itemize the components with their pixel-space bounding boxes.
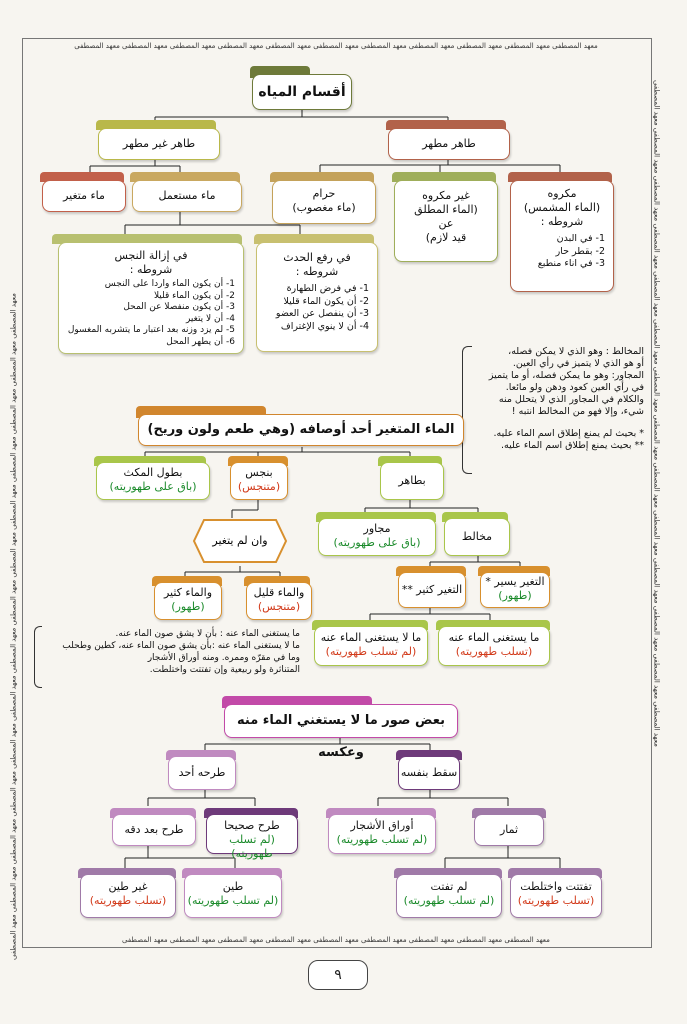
makruh-box	[510, 180, 614, 292]
raf3-box	[256, 242, 378, 352]
mujawir-box	[318, 518, 436, 556]
border-text-top: معهد المصطفى معهد المصطفى معهد المصطفى معهد المصطفى معهد المصطفى معهد المصطفى معهد المصطفى معهد المصطفى معهد المصطفى معهد المصطفى معهد المصطفى	[74, 42, 598, 50]
raf3-cond-3: 3- أن ينفصل عن العضو	[275, 308, 369, 319]
izala-title: في إزالة النجس	[114, 249, 188, 262]
mujawir-line2: (باق على طهوريته)	[333, 536, 421, 549]
makruh-title: مكروه	[547, 187, 577, 200]
yastaghni-line1: ما يستغنى الماء عنه	[448, 631, 540, 644]
tahir-mutahhir-label: طاهر مطهر	[422, 137, 476, 150]
notes1-line-6: شيء، وإلا فهو من المخالط انتبه !	[511, 406, 644, 417]
notes2-line-1: ما يستغنى الماء عنه : بأن لا يشق صون الماء عنه.	[115, 629, 300, 639]
taraha-box	[168, 756, 236, 790]
root-title: أقسام المياه	[258, 84, 346, 100]
kathir-box	[154, 582, 222, 620]
notes1-line-5: والكلام في المجاور الذي لا يتحلل منه	[498, 394, 644, 405]
section2-root-title: الماء المتغير أحد أوصافه (وهي طعم ولون وريح)	[147, 422, 455, 437]
kathir-line2: (طهور)	[171, 600, 205, 613]
section3-root-title: بعض صور ما لا يستغني الماء منه وعكسه	[237, 713, 445, 760]
taraha-label: طرحه أحد	[178, 766, 226, 779]
makruh-conditions	[511, 233, 613, 271]
notes1-block	[474, 346, 644, 452]
daqq-box	[112, 814, 196, 846]
border-text-right: معهد المصطفى معهد المصطفى معهد المصطفى معهد المصطفى معهد المصطفى معهد المصطفى معهد المصطفى معهد المصطفى معهد المصطفى معهد المصطفى معهد المصطفى معهد المصطفى معهد المصطفى معهد المصطفى	[652, 80, 661, 747]
ghair-tin-box	[80, 874, 176, 918]
qalil-box	[246, 582, 312, 620]
tafattatat-line2: (تسلب طهوريته)	[517, 894, 595, 907]
raf3-cond: شروطه :	[295, 265, 339, 278]
notes1-line-1: المخالط : وهو الذي لا يمكن فصله،	[508, 346, 644, 357]
page-number: ٩	[308, 960, 368, 990]
yasir-box	[480, 572, 550, 608]
notes1-line-3: المجاور: وهو ما يمكن فصله، أو ما يتميز	[488, 370, 644, 381]
ghair-makruh-box	[394, 180, 498, 262]
izala-box	[58, 242, 244, 354]
mukhalit-box	[444, 518, 510, 556]
yastaghni-box	[438, 626, 550, 666]
qalil-line1: والماء قليل	[253, 586, 305, 599]
najis-box	[230, 462, 288, 500]
musta3mal-label: ماء مستعمل	[158, 189, 216, 202]
mukhalit-label: مخالط	[461, 530, 493, 543]
border-text-left: معهد المصطفى معهد المصطفى معهد المصطفى معهد المصطفى معهد المصطفى معهد المصطفى معهد المصطفى معهد المصطفى معهد المصطفى معهد المصطفى معهد المصطفى معهد المصطفى معهد المصطفى معهد المصطفى	[9, 293, 18, 960]
izala-cond-1: 1- أن يكون الماء واردا على النجس	[104, 279, 235, 289]
raf3-cond-4: 4- أن لا ينوي الإغتراف	[280, 320, 369, 332]
awraq-line1: أوراق الأشجار	[350, 819, 414, 832]
sahih-line1: طرح صحيحا	[224, 819, 280, 832]
makruh-cond-2: 2- بقطر حار	[555, 245, 605, 257]
wa-in-label: وان لم يتغير	[212, 534, 268, 547]
ghair-tin-line2: (تسلب طهوريته)	[89, 894, 167, 907]
ghair-makruh-line1: غير مكروه	[422, 189, 470, 202]
water-categories-root	[252, 74, 352, 110]
daqq-label: طرح بعد دقه	[124, 823, 184, 836]
najis-line1: بنجس	[245, 466, 273, 479]
saqata-label: سقط بنفسه	[400, 766, 458, 779]
haram-line2: (ماء مغصوب)	[292, 201, 356, 214]
makruh-cond-3: 3- في اناء منطبع	[537, 258, 605, 269]
notes1-star-2: ** بحيث يمنع إطلاق اسم الماء عليه.	[501, 440, 644, 451]
makth-line1: بطول المكث	[123, 466, 183, 479]
saqata-box	[398, 756, 460, 790]
notes1-line-2: أو هو الذي لا يتميز في رأي العين.	[512, 358, 644, 369]
tahir2-box	[380, 462, 444, 500]
raf3-cond-2: 2- أن يكون الماء قليلا	[283, 295, 369, 307]
notes1-bracket	[462, 346, 472, 474]
lam-line1: لم تفتت	[430, 880, 468, 893]
notes2-bracket	[34, 626, 42, 688]
sahih-line2: (لم تسلب طهوريته)	[229, 833, 275, 860]
la-yastaghni-box	[314, 626, 428, 666]
mujawir-line1: مجاور	[363, 522, 391, 535]
najis-line2: (متنجس)	[237, 480, 281, 493]
yasir-line2: (طهور)	[498, 589, 532, 602]
izala-conditions	[59, 279, 243, 348]
tin-line2: (لم تسلب طهوريته)	[187, 894, 279, 907]
mutaghayyir-box	[42, 180, 126, 212]
kathir-line1: والماء كثير	[163, 586, 213, 599]
tahir-mutahhir-box	[388, 128, 510, 160]
izala-cond-2: 2- أن يكون الماء قليلا	[153, 290, 235, 301]
section2-root-box	[138, 414, 464, 446]
lam-line2: (لم تسلب طهوريته)	[403, 894, 495, 907]
yastaghni-line2: (تسلب طهوريته)	[455, 645, 533, 658]
la-yastaghni-line2: (لم تسلب طهوريته)	[325, 645, 417, 658]
ghair-makruh-line3: عن	[438, 217, 454, 230]
thimar-label: ثمار	[499, 823, 519, 836]
haram-line1: حرام	[312, 187, 336, 200]
musta3mal-box	[132, 180, 242, 212]
notes1-star-1: * بحيث لم يمنع إطلاق اسم الماء عليه.	[493, 428, 644, 439]
yasir-line1: التغير يسير *	[485, 575, 545, 588]
kathir2-box	[398, 572, 466, 608]
tin-box	[184, 874, 282, 918]
ghair-tin-line1: غير طين	[108, 880, 148, 893]
haram-box	[272, 180, 376, 224]
sahih-box	[206, 814, 298, 860]
makth-line2: (باق على طهوريته)	[109, 480, 197, 493]
izala-cond-6: 6- أن يطهر المحل	[166, 336, 235, 347]
raf3-title: في رفع الحدث	[283, 251, 351, 264]
ghair-makruh-line4: قيد لازم)	[425, 231, 467, 244]
la-yastaghni-line1: ما لا يستغنى الماء عنه	[320, 631, 422, 644]
makruh-cond: شروطه :	[540, 215, 584, 228]
tahir-ghair-label: طاهر غير مطهر	[122, 137, 196, 150]
notes1-line-4: في رأي العين كعود ودهن ولو مائعا.	[505, 382, 644, 393]
awraq-line2: (لم تسلب طهوريته)	[336, 833, 428, 846]
notes2-block	[44, 628, 300, 676]
section3-root-box	[224, 704, 458, 760]
thimar-box	[474, 814, 544, 846]
tafattatat-box	[510, 874, 602, 918]
izala-cond-3: 3- أن يكون منفصلا عن المحل	[123, 302, 235, 312]
qalil-line2: (متنجس)	[257, 600, 301, 613]
tahir-ghair-box	[98, 128, 220, 160]
notes2-line-2: ما لا يستغنى الماء عنه :بأن يشق صون الماء عنه، كطين وطحلب	[62, 641, 300, 651]
tahir2-label: بطاهر	[398, 474, 426, 487]
izala-cond-5: 5- لم يزد وزنه بعد اعتبار ما يتشربه المغسول	[67, 325, 235, 335]
awraq-box	[328, 814, 436, 854]
mutaghayyir-label: ماء متغير	[63, 189, 105, 202]
makth-box	[96, 462, 210, 500]
border-text-bottom: معهد المصطفى معهد المصطفى معهد المصطفى معهد المصطفى معهد المصطفى معهد المصطفى معهد المصطفى معهد المصطفى معهد المصطفى	[122, 936, 550, 944]
notes2-line-4: المتناثرة ولو ربيعية وإن تفتتت واختلطت.	[149, 665, 300, 675]
makruh-cond-1: 1- في البدن	[556, 233, 605, 244]
ghair-makruh-line2: (الماء المطلق	[414, 203, 478, 216]
lam-box	[396, 874, 502, 918]
tin-line1: طين	[222, 880, 244, 893]
tafattatat-line1: تفتتت واختلطت	[520, 880, 592, 893]
raf3-cond-1: 1- في فرض الطهارة	[286, 283, 369, 294]
izala-cond: شروطه :	[129, 263, 173, 276]
raf3-conditions	[257, 283, 377, 333]
notes2-line-3: وما في مقرّه وممره. ومنه أوراق الأشجار	[147, 653, 300, 663]
izala-cond-4: 4- أن لا يتغير	[185, 313, 235, 324]
makruh-sub: (الماء المشمس)	[523, 201, 601, 214]
kathir2-label: التغير كثير **	[401, 583, 463, 596]
